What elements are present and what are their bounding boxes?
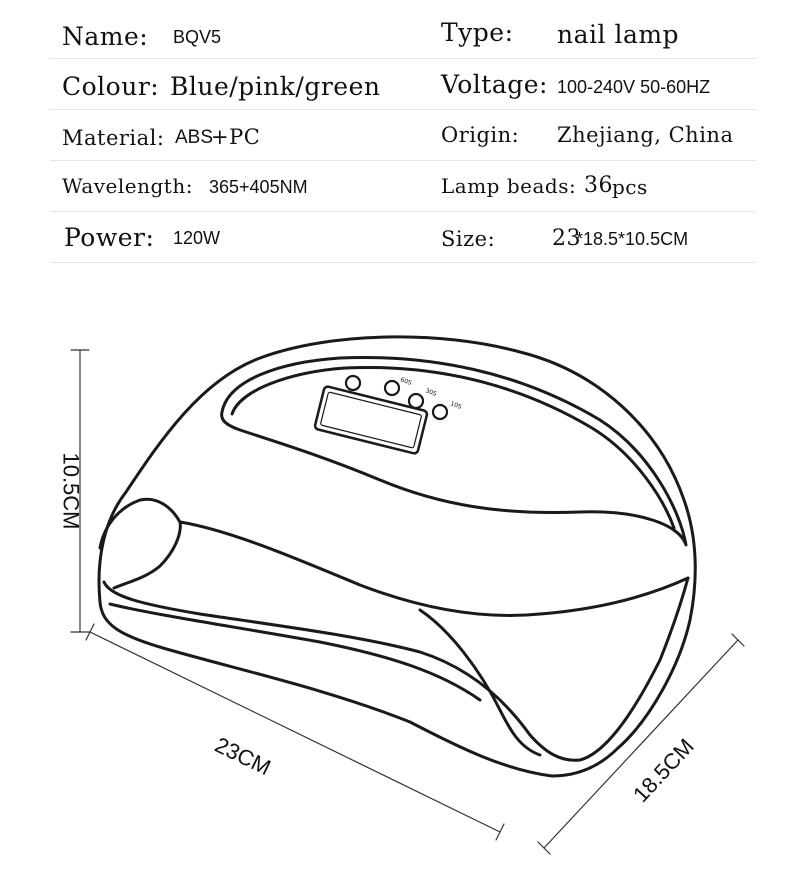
timer-label-60s: 60S: [399, 376, 413, 387]
wavelength-label: Wavelength:: [62, 174, 193, 198]
type-label: Type:: [441, 18, 514, 47]
voltage-label: Voltage:: [441, 70, 548, 99]
depth-dimension-label: 18.5CM: [628, 733, 699, 808]
type-value: nail lamp: [557, 20, 680, 49]
lamp-top-panel: [222, 357, 686, 545]
power-value: 120W: [173, 228, 221, 248]
height-dimension-label: 10.5CM: [58, 452, 84, 530]
timer-label-10s: 10S: [449, 400, 463, 411]
size-value-b: *18.5*10.5CM: [576, 229, 689, 249]
beads-unit: pcs: [612, 175, 648, 199]
voltage-value: 100-240V 50-60HZ: [557, 77, 711, 97]
power-label: Power:: [64, 223, 155, 252]
size-value-a: 23: [552, 226, 581, 251]
timer-button-10s: [433, 405, 447, 419]
beads-label: Lamp beads:: [441, 174, 577, 198]
timer-button-30s: [409, 394, 423, 408]
material-value-pc: +PC: [211, 125, 261, 149]
name-value: BQV5: [173, 27, 222, 47]
timer-button-60s: [385, 381, 399, 395]
origin-label: Origin:: [441, 123, 520, 147]
size-label: Size:: [441, 227, 496, 251]
beads-value: 36: [584, 173, 613, 198]
origin-value: Zhejiang, China: [557, 123, 734, 147]
timer-label-30s: 30S: [424, 387, 438, 398]
width-dimension-label: 23CM: [211, 732, 275, 781]
control-buttons: [346, 376, 447, 419]
colour-value: Blue/pink/green: [170, 72, 381, 101]
power-button: [346, 376, 360, 390]
material-label: Material:: [62, 126, 165, 150]
name-label: Name:: [62, 22, 149, 51]
colour-label: Colour:: [62, 72, 160, 101]
material-value-abs: ABS: [175, 127, 214, 148]
wavelength-value: 365+405NM: [209, 177, 308, 197]
